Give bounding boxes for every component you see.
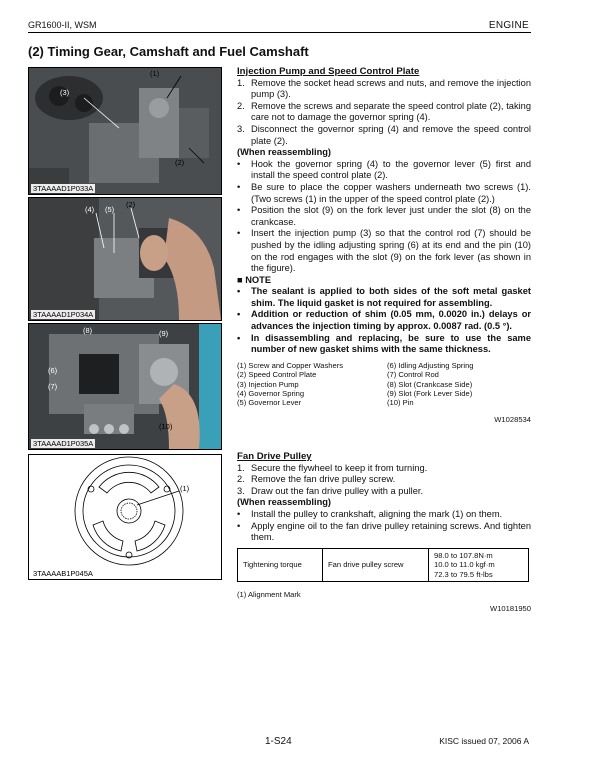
list-item: • Be sure to place the copper washers underneath two screws (1). (Two screws (1) in the upper of the speed control plate (2).) [237, 181, 531, 204]
list-item: 1. Remove the socket head screws and nuts, and remove the injection pump (3). [237, 77, 531, 100]
torque-table [237, 548, 529, 582]
torque-item: Fan drive pulley screw [323, 548, 429, 581]
callout-7: (7) [48, 382, 58, 391]
section-title: (2) Timing Gear, Camshaft and Fuel Camshaft [28, 44, 309, 59]
reference-code: W10181950 [490, 604, 531, 614]
callout-8: (8) [83, 326, 93, 335]
callout-5: (5) [105, 205, 115, 214]
page-number: 1-S24 [265, 736, 292, 747]
manual-code: GR1600-II, WSM [28, 20, 97, 30]
issue-info: KISC issued 07, 2006 A [439, 736, 529, 746]
list-item: • Insert the injection pump (3) so that the control rod (7) should be pushed by the idling adjusting spring (6) at its end and the pin (10) on the rod engages with the slot (9) on the fork lever (as shown in the figure). [237, 228, 531, 274]
square-icon: ■ [237, 274, 243, 285]
parts-legend: (1) Screw and Copper Washers (6) Idling Adjusting Spring (2) Speed Control Plate (7) Control Rod (3) Injection Pump (8) Slot (Crankcase Side) (4) Governor Spring (9) Slot (Fork Lever Side) (5) Governor Lever (10) Pin [237, 360, 474, 408]
removal-steps [237, 78, 531, 148]
callout-1: (1) [150, 69, 160, 78]
photo-injection-pump [28, 67, 222, 195]
reassembling-list [237, 159, 531, 275]
list-item: • Addition or reduction of shim (0.05 mm, 0.0020 in.) delays or advances the injection timing by approx. 0.0087 rad. (0.5 °). [237, 309, 531, 332]
list-item: 3. Draw out the fan drive pulley with a puller. [237, 485, 424, 496]
injection-pump-section [237, 66, 531, 425]
list-item: • Position the slot (9) on the fork lever just under the slot (8) on the crankcase. [237, 205, 531, 227]
list-item: • In disassembling and replacing, be sure to use the same number of new gasket shims with the same thickness. [237, 332, 531, 355]
note-heading: ■ NOTE [237, 274, 272, 285]
callout-10: (10) [159, 422, 173, 431]
list-item: 1. Secure the flywheel to keep it from turning. [237, 462, 428, 473]
callout-9: (9) [159, 329, 169, 338]
list-item: • Install the pulley to crankshaft, aligning the mark (1) on them. [237, 508, 503, 519]
list-item: 2. Remove the screws and separate the speed control plate (2), taking care not to damage the governor spring (4). [237, 100, 531, 123]
list-item: 2. Remove the fan drive pulley screw. [237, 474, 396, 485]
fan-pulley-section [237, 451, 531, 615]
reassembling-list [237, 509, 531, 544]
photo-id: 3TAAAAB1P045A [33, 569, 93, 578]
reassembling-label: (When reassembling) [237, 147, 332, 158]
subsection-title: Injection Pump and Speed Control Plate [237, 66, 420, 77]
torque-label: Tightening torque [238, 548, 323, 581]
removal-steps [237, 463, 531, 498]
callout-4: (4) [85, 205, 95, 214]
parts-legend: (1) Alignment Mark [237, 589, 301, 599]
reassembling-label: (When reassembling) [237, 497, 332, 508]
note-list [237, 286, 531, 356]
photo-id: 3TAAAAD1P033A [33, 184, 94, 193]
reference-code: W1028534 [494, 414, 531, 424]
callout-3: (3) [60, 88, 70, 97]
callout-2: (2) [175, 158, 185, 167]
photo-speed-control-plate [28, 197, 222, 321]
list-item: • The sealant is applied to both sides of the soft metal gasket shim. The liquid gasket is not required for assembling. [237, 286, 531, 308]
engine-photo-2 [29, 198, 221, 320]
torque-values: 98.0 to 107.8N·m 10.0 to 11.0 kgf·m 72.3 to 79.5 ft-lbs [429, 548, 529, 581]
list-item: 3. Disconnect the governor spring (4) and remove the speed control plate (2). [237, 123, 531, 146]
callout-alignment: (1) [180, 484, 190, 493]
photo-id: 3TAAAAD1P035A [33, 439, 94, 448]
pulley-drawing [29, 455, 221, 579]
header-rule [28, 32, 531, 33]
engine-photo-3 [29, 324, 221, 449]
subsection-title: Fan Drive Pulley [237, 451, 312, 462]
list-item: • Hook the governor spring (4) to the governor lever (5) first and install the speed control plate (2). [237, 158, 531, 181]
drawing-fan-pulley [28, 454, 222, 580]
photo-id: 3TAAAAD1P034A [33, 310, 94, 319]
callout-2b: (2) [126, 200, 136, 209]
chapter-title: ENGINE [488, 20, 529, 31]
photo-fork-lever [28, 323, 222, 450]
list-item: • Apply engine oil to the fan drive pulley retaining screws. And tighten them. [237, 520, 531, 543]
callout-6: (6) [48, 366, 58, 375]
engine-photo-1 [29, 68, 221, 194]
